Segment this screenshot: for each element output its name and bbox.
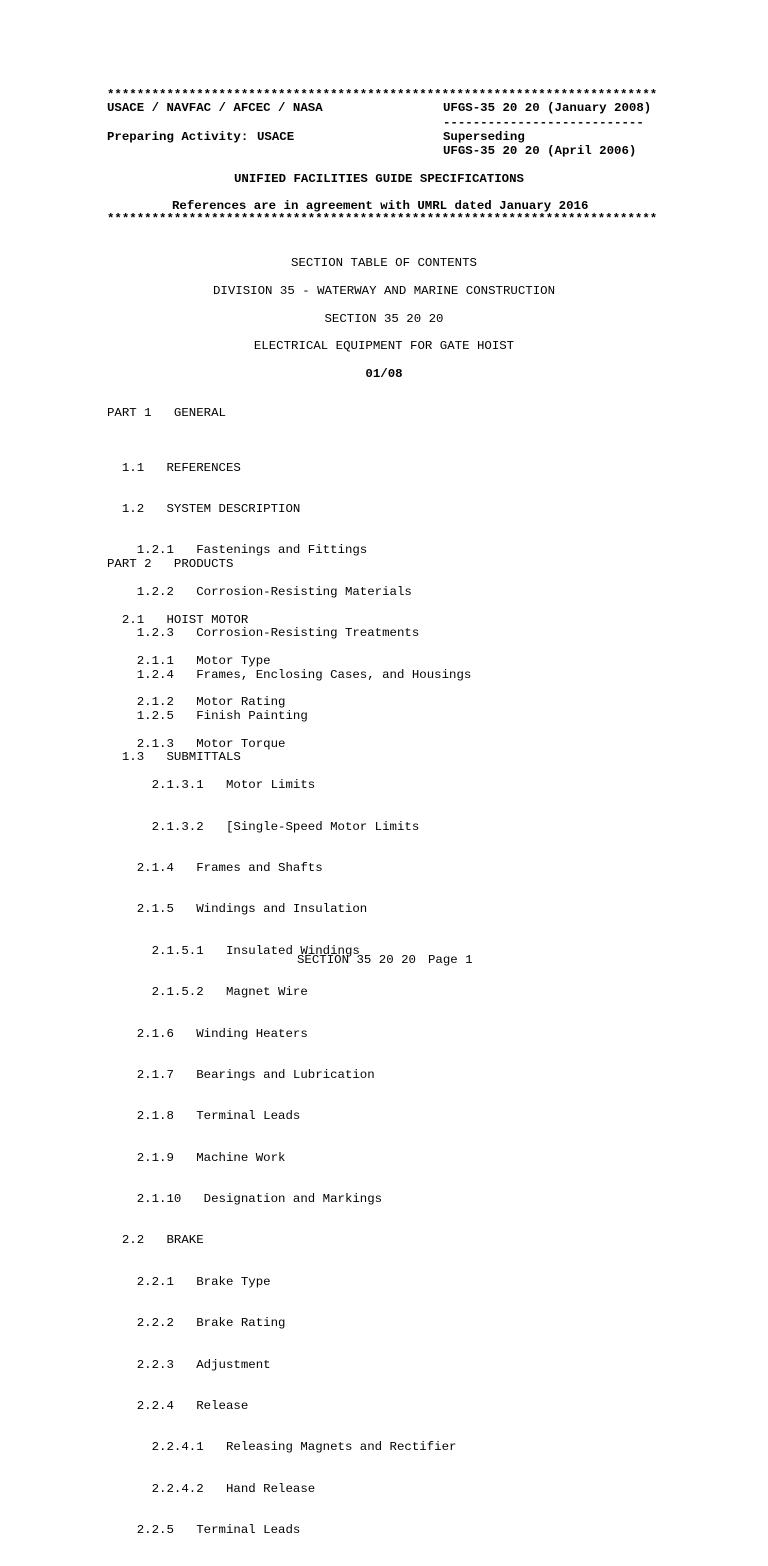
section-number: SECTION 35 20 20 [324,312,444,326]
toc-item: 2.2.3 Adjustment [107,1357,271,1372]
toc-item: 1.2.1 Fastenings and Fittings [107,543,368,558]
header-spec-id: UFGS-35 20 20 (January 2008) [443,101,652,115]
footer-section: SECTION 35 20 20 [297,953,416,967]
guide-title: UNIFIED FACILITIES GUIDE SPECIFICATIONS [234,172,524,186]
references-note: References are in agreement with UMRL dated January 2016 [172,199,589,213]
toc-item: 2.1.5 Windings and Insulation [107,902,368,917]
table-of-contents-title: SECTION TABLE OF CONTENTS [291,256,477,270]
toc-item: 2.1.5.2 Magnet Wire [107,985,308,1000]
toc-item: 2.2.4.1 Releasing Magnets and Rectifier [107,1440,457,1455]
toc-item: 2.1.8 Terminal Leads [107,1109,301,1124]
toc-item: 2.1.3.2 [Single-Speed Motor Limits [107,819,420,834]
preparing-activity-value: USACE [257,130,295,144]
toc-item: 1.2.2 Corrosion-Resisting Materials [107,584,412,599]
header-dash-line: --------------------------- [443,116,644,130]
toc-item: 1.2 SYSTEM DESCRIPTION [107,501,301,516]
preparing-activity-label: Preparing Activity: [107,130,249,144]
section-name: ELECTRICAL EQUIPMENT FOR GATE HOIST [253,339,515,353]
toc-item: 1.2.4 Frames, Enclosing Cases, and Housings [107,667,472,682]
toc-item: 2.1.3.1 Motor Limits [107,778,316,793]
toc-item: 1.2.5 Finish Painting [107,708,308,723]
toc-item: 2.2.5 Terminal Leads [107,1523,301,1538]
toc-item: 2.2.2 Brake Rating [107,1316,286,1331]
toc-item: 2.1.5.1 Insulated Windings [107,943,360,958]
toc-item: 2.2.1 Brake Type [107,1274,271,1289]
toc-item: 2.2.4.2 Hand Release [107,1481,316,1496]
part-1-heading: PART 1 GENERAL [107,406,226,420]
toc-item: 2.2 BRAKE [107,1233,204,1248]
footer-page-number: Page 1 [428,953,473,967]
toc-item: 1.3 SUBMITTALS [107,750,241,765]
toc-item: 1.2.3 Corrosion-Resisting Treatments [107,626,420,641]
header-star-line: ************************************************************************** [107,88,658,102]
toc-item: 2.1.3 Motor Torque [107,736,286,751]
superseding-spec: UFGS-35 20 20 (April 2006) [443,144,637,158]
toc-item: 2.1.4 Frames and Shafts [107,860,323,875]
part-2-heading: PART 2 PRODUCTS [107,557,234,571]
toc-list-part2 [107,586,456,1566]
toc-item: 2.1.6 Winding Heaters [107,1026,308,1041]
toc-item: 2.2.4 Release [107,1399,249,1414]
toc-item: 2.1.2 Motor Rating [107,695,286,710]
toc-item: 2.1.7 Bearings and Lubrication [107,1067,375,1082]
header-star-line-bottom: ************************************************************************** [107,212,658,226]
header-agencies: USACE / NAVFAC / AFCEC / NASA [107,101,323,115]
toc-item: 2.1.1 Motor Type [107,653,271,668]
superseding-label: Superseding [443,130,525,144]
toc-item: 2.1 HOIST MOTOR [107,612,249,627]
toc-item: 1.1 REFERENCES [107,460,241,475]
section-date: 01/08 [365,367,403,381]
toc-item: 2.1.10 Designation and Markings [107,1192,383,1207]
toc-item: 2.1.9 Machine Work [107,1150,286,1165]
division-title: DIVISION 35 - WATERWAY AND MARINE CONSTRUCTION [212,284,556,298]
